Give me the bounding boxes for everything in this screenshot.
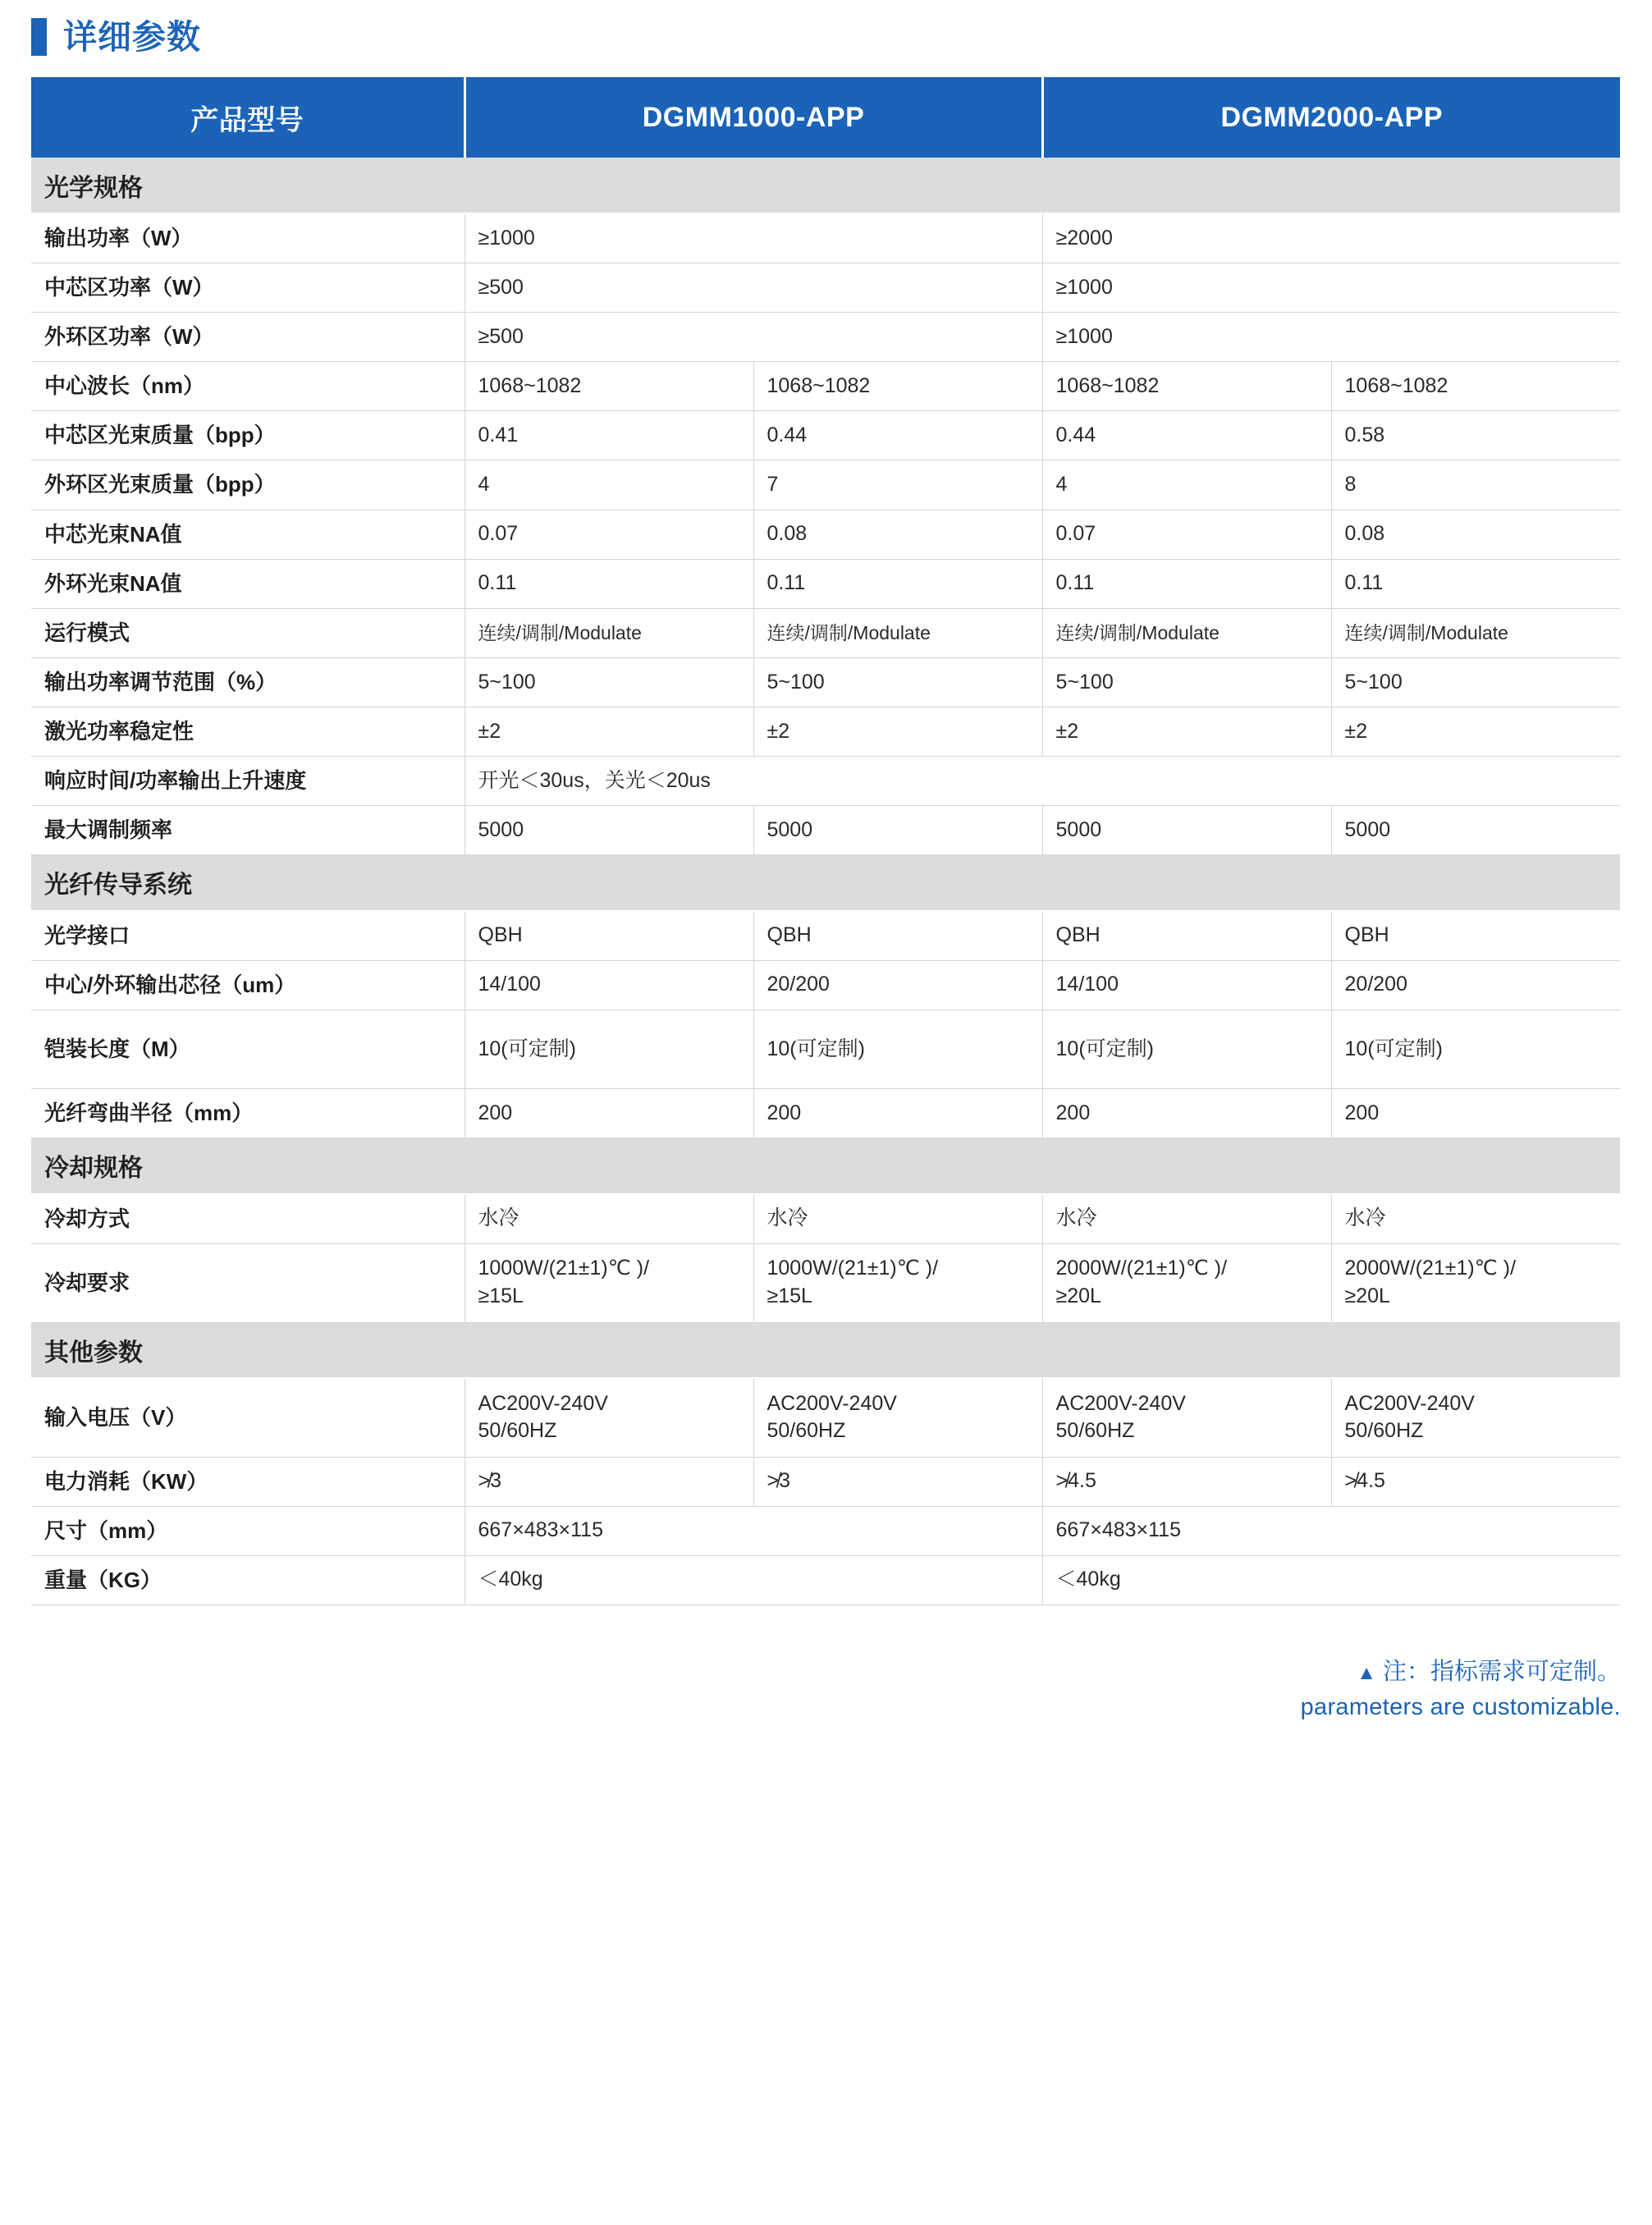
row-value: 0.08 — [753, 510, 1042, 559]
row-value: 连续/调制/Modulate — [464, 608, 753, 657]
section-title: 光学规格 — [31, 158, 1620, 213]
title-accent-bar — [31, 18, 47, 56]
row-value: QBH — [1042, 911, 1331, 961]
table-body — [31, 158, 1620, 1605]
table-row — [31, 559, 1620, 608]
row-value: 14/100 — [1042, 960, 1331, 1009]
row-label: 最大调制频率 — [31, 806, 464, 855]
row-value: ＜40kg — [464, 1555, 1042, 1605]
table-row — [31, 657, 1620, 707]
row-value: 连续/调制/Modulate — [753, 608, 1042, 657]
table-row — [31, 313, 1620, 362]
row-value: ≥500 — [464, 313, 1042, 362]
row-value: 200 — [1331, 1088, 1620, 1138]
row-value: 0.08 — [1331, 510, 1620, 559]
table-row — [31, 460, 1620, 510]
row-label: 外环区光束质量（bpp） — [31, 460, 464, 510]
header-cell-dgmm2000: DGMM2000-APP — [1042, 77, 1620, 158]
table-row — [31, 806, 1620, 855]
footnote-en: parameters are customizable. — [1300, 1694, 1621, 1721]
table-row — [31, 911, 1620, 961]
table-row — [31, 707, 1620, 756]
row-value: 5000 — [753, 806, 1042, 855]
row-value: ±2 — [1042, 707, 1331, 756]
table-row — [31, 960, 1620, 1009]
row-value: 水冷 — [1042, 1194, 1331, 1244]
row-value: 1068~1082 — [753, 362, 1042, 411]
row-value: 1068~1082 — [1042, 362, 1331, 411]
row-label: 冷却方式 — [31, 1194, 464, 1244]
row-value: 667×483×115 — [1042, 1506, 1620, 1555]
row-value: ≯3 — [464, 1457, 753, 1506]
row-value: 0.11 — [753, 559, 1042, 608]
table-row — [31, 1457, 1620, 1506]
row-value: 1068~1082 — [1331, 362, 1620, 411]
row-label: 铠装长度（M） — [31, 1009, 464, 1088]
specification-table — [31, 77, 1620, 1605]
section-title: 光纤传导系统 — [31, 855, 1620, 911]
row-value: 1000W/(21±1)℃ )/ ≥15L — [464, 1243, 753, 1322]
row-value: 0.58 — [1331, 411, 1620, 460]
row-value: QBH — [1331, 911, 1620, 961]
row-value: 4 — [464, 460, 753, 510]
table-header-row — [31, 77, 1620, 158]
row-value: ≯3 — [753, 1457, 1042, 1506]
page-title-row — [0, 0, 1652, 77]
row-value: QBH — [464, 911, 753, 961]
row-value: ≯4.5 — [1331, 1457, 1620, 1506]
row-value: 667×483×115 — [464, 1506, 1042, 1555]
row-value: 0.11 — [1042, 559, 1331, 608]
row-value: ≥1000 — [1042, 263, 1620, 313]
table-row — [31, 1243, 1620, 1322]
row-value: ≥1000 — [464, 213, 1042, 263]
section-row — [31, 1322, 1620, 1378]
row-value: ≥2000 — [1042, 213, 1620, 263]
section-title: 冷却规格 — [31, 1138, 1620, 1194]
row-value: 20/200 — [753, 960, 1042, 1009]
section-title: 其他参数 — [31, 1322, 1620, 1378]
row-value: 0.11 — [464, 559, 753, 608]
row-label: 电力消耗（KW） — [31, 1457, 464, 1506]
table-row — [31, 411, 1620, 460]
row-value: 7 — [753, 460, 1042, 510]
table-row — [31, 213, 1620, 263]
row-value: AC200V-240V 50/60HZ — [464, 1378, 753, 1457]
row-value: 4 — [1042, 460, 1331, 510]
row-label: 中心波长（nm） — [31, 362, 464, 411]
footnote-cn: 注：指标需求可定制。 — [1382, 1658, 1621, 1685]
row-value: 200 — [1042, 1088, 1331, 1138]
row-label: 输出功率（W） — [31, 213, 464, 263]
row-label: 冷却要求 — [31, 1243, 464, 1322]
row-value: 200 — [753, 1088, 1042, 1138]
row-label: 中芯光束NA值 — [31, 510, 464, 559]
row-value: 10(可定制) — [1042, 1009, 1331, 1088]
row-value: 20/200 — [1331, 960, 1620, 1009]
row-value: 0.44 — [1042, 411, 1331, 460]
table-row — [31, 1506, 1620, 1555]
section-row — [31, 1138, 1620, 1194]
row-value: 8 — [1331, 460, 1620, 510]
row-value: 200 — [464, 1088, 753, 1138]
row-value: 5000 — [1331, 806, 1620, 855]
header-cell-dgmm1000: DGMM1000-APP — [464, 77, 1042, 158]
row-value: ≯4.5 — [1042, 1457, 1331, 1506]
row-value: ＜40kg — [1042, 1555, 1620, 1605]
section-row — [31, 158, 1620, 213]
row-value: 10(可定制) — [1331, 1009, 1620, 1088]
row-value: 0.44 — [753, 411, 1042, 460]
row-label: 外环区功率（W） — [31, 313, 464, 362]
row-value: 连续/调制/Modulate — [1042, 608, 1331, 657]
row-value: 水冷 — [753, 1194, 1042, 1244]
row-value: 2000W/(21±1)℃ )/ ≥20L — [1042, 1243, 1331, 1322]
row-value: 1000W/(21±1)℃ )/ ≥15L — [753, 1243, 1042, 1322]
row-label: 光学接口 — [31, 911, 464, 961]
row-value: ±2 — [753, 707, 1042, 756]
row-value: 5~100 — [1331, 657, 1620, 707]
row-label: 输入电压（V） — [31, 1378, 464, 1457]
row-value: AC200V-240V 50/60HZ — [753, 1378, 1042, 1457]
row-value: 10(可定制) — [464, 1009, 753, 1088]
page-title: 详细参数 — [63, 17, 201, 56]
row-value: 5~100 — [1042, 657, 1331, 707]
row-value: 5000 — [1042, 806, 1331, 855]
table-row — [31, 1009, 1620, 1088]
row-label: 重量（KG） — [31, 1555, 464, 1605]
triangle-icon: ▲ — [1357, 1661, 1376, 1684]
row-value: 0.11 — [1331, 559, 1620, 608]
row-value: 5~100 — [753, 657, 1042, 707]
row-label: 运行模式 — [31, 608, 464, 657]
row-value: 0.07 — [464, 510, 753, 559]
row-value: 14/100 — [464, 960, 753, 1009]
row-label: 响应时间/功率输出上升速度 — [31, 757, 464, 806]
row-value: 水冷 — [1331, 1194, 1620, 1244]
row-label: 输出功率调节范围（%） — [31, 657, 464, 707]
row-value: 10(可定制) — [753, 1009, 1042, 1088]
row-value: 0.41 — [464, 411, 753, 460]
row-label: 尺寸（mm） — [31, 1506, 464, 1555]
table-row — [31, 362, 1620, 411]
table-row — [31, 1194, 1620, 1244]
table-row — [31, 1088, 1620, 1138]
table-row — [31, 263, 1620, 313]
row-value: AC200V-240V 50/60HZ — [1042, 1378, 1331, 1457]
row-value: ±2 — [1331, 707, 1620, 756]
table-row — [31, 608, 1620, 657]
row-value: 1068~1082 — [464, 362, 753, 411]
row-label: 中芯区光束质量（bpp） — [31, 411, 464, 460]
row-value: 2000W/(21±1)℃ )/ ≥20L — [1331, 1243, 1620, 1322]
row-value: 连续/调制/Modulate — [1331, 608, 1620, 657]
table-row — [31, 757, 1620, 806]
row-value: 0.07 — [1042, 510, 1331, 559]
row-label: 光纤弯曲半径（mm） — [31, 1088, 464, 1138]
row-label: 激光功率稳定性 — [31, 707, 464, 756]
row-label: 中芯区功率（W） — [31, 263, 464, 313]
row-label: 外环光束NA值 — [31, 559, 464, 608]
header-cell-product-model: 产品型号 — [31, 77, 464, 158]
row-value: ≥500 — [464, 263, 1042, 313]
table-head — [31, 77, 1620, 158]
table-row — [31, 510, 1620, 559]
section-row — [31, 855, 1620, 911]
row-value: ±2 — [464, 707, 753, 756]
row-value: 5~100 — [464, 657, 753, 707]
table-row — [31, 1378, 1620, 1457]
row-value: AC200V-240V 50/60HZ — [1331, 1378, 1620, 1457]
row-value: 5000 — [464, 806, 753, 855]
row-value: QBH — [753, 911, 1042, 961]
footnote — [0, 1655, 1621, 1726]
table-row — [31, 1555, 1620, 1605]
row-label: 中心/外环输出芯径（um） — [31, 960, 464, 1009]
row-value: ≥1000 — [1042, 313, 1620, 362]
row-value: 开光＜30us，关光＜20us — [464, 757, 1620, 806]
row-value: 水冷 — [464, 1194, 753, 1244]
